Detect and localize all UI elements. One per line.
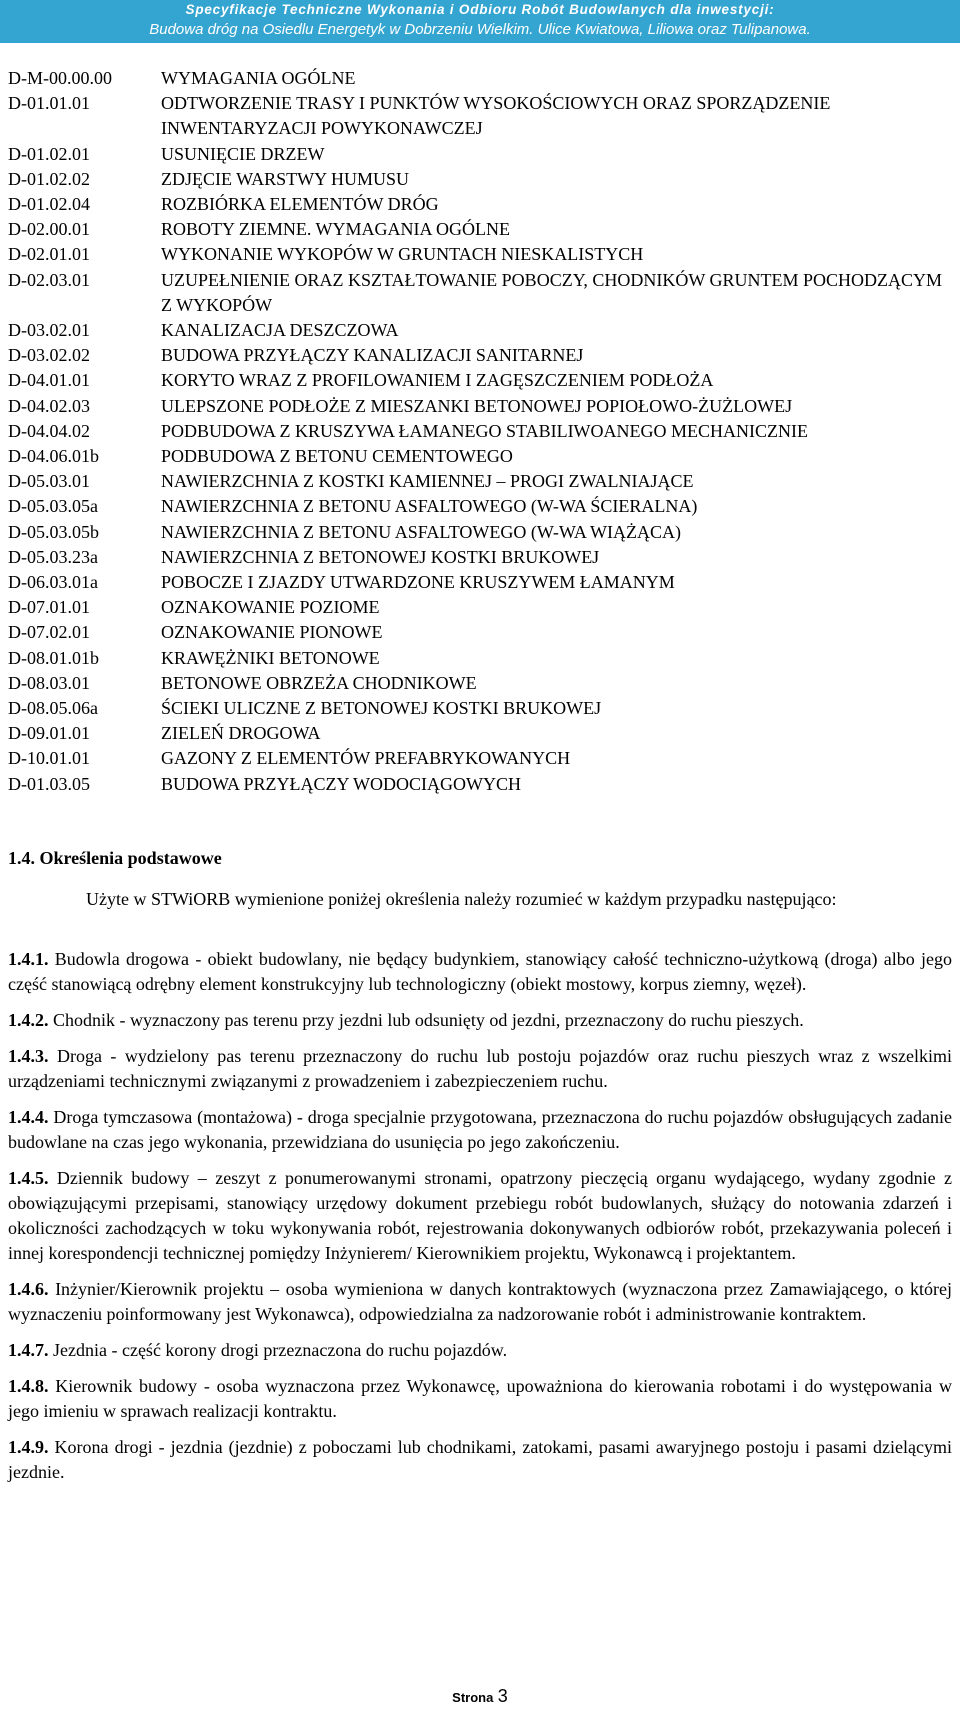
spec-code: D-07.02.01 (8, 622, 90, 643)
definition-text: Korona drogi - jezdnia (jezdnie) z poboczami lub chodnikami, zatokami, pasami awaryjnego postoju i pasami dzielącymi jezdnie. (8, 1437, 952, 1482)
spec-row (8, 595, 953, 620)
spec-code: D-10.01.01 (8, 748, 90, 769)
header-title: Specyfikacje Techniczne Wykonania i Odbioru Robót Budowlanych dla inwestycji: (185, 2, 775, 17)
spec-code: D-03.02.02 (8, 345, 90, 366)
spec-name: ROBOTY ZIEMNE. WYMAGANIA OGÓLNE (161, 219, 510, 240)
definition-paragraph (8, 1277, 952, 1327)
spec-code: D-09.01.01 (8, 723, 90, 744)
spec-row (8, 167, 953, 192)
page-number: 3 (497, 1686, 508, 1706)
definition-paragraph (8, 1374, 952, 1424)
spec-row (8, 142, 953, 167)
spec-name: BUDOWA PRZYŁĄCZY KANALIZACJI SANITARNEJ (161, 345, 584, 366)
header-subtitle: Budowa dróg na Osiedlu Energetyk w Dobrzeniu Wielkim. Ulice Kwiatowa, Liliowa oraz Tulipanowa. (149, 21, 811, 38)
definition-paragraph (8, 1435, 952, 1485)
spec-code: D-02.03.01 (8, 269, 90, 290)
definition-number: 1.4.2. (8, 1010, 49, 1030)
spec-row (8, 242, 953, 267)
spec-name: KANALIZACJA DESZCZOWA (161, 320, 399, 341)
spec-name: BETONOWE OBRZEŻA CHODNIKOWE (161, 672, 477, 693)
spec-name: BUDOWA PRZYŁĄCZY WODOCIĄGOWYCH (161, 773, 521, 794)
spec-name: PODBUDOWA Z BETONU CEMENTOWEGO (161, 446, 513, 467)
definition-number: 1.4.5. (8, 1168, 49, 1188)
spec-name: OZNAKOWANIE PIONOWE (161, 622, 383, 643)
definition-text: Kierownik budowy - osoba wyznaczona przez Wykonawcę, upoważniona do kierowania robotami i do występowania w jego imieniu w sprawach realizacji kontraktu. (8, 1376, 952, 1421)
definition-number: 1.4.6. (8, 1279, 49, 1299)
definition-text: Droga tymczasowa (montażowa) - droga specjalnie przygotowana, przeznaczona do ruchu pojazdów obsługujących zadanie budowlane na czas jego wykonania, przewidziana do usunięcia po jego zakończeniu. (8, 1107, 952, 1152)
spec-row (8, 570, 953, 595)
spec-row (8, 671, 953, 696)
spec-name: ODTWORZENIE TRASY I PUNKTÓW WYSOKOŚCIOWYCH ORAZ SPORZĄDZENIE INWENTARYZACJI POWYKONAWCZEJ (161, 93, 831, 139)
spec-name: ULEPSZONE PODŁOŻE Z MIESZANKI BETONOWEJ POPIOŁOWO-ŻUŻLOWEJ (161, 395, 793, 416)
spec-row (8, 520, 953, 545)
page-label: Strona (452, 1690, 494, 1705)
definition-text: Inżynier/Kierownik projektu – osoba wymieniona w danych kontraktowych (wyznaczona przez Zamawiającego, o której wyznaczeniu poinformowany jest Wykonawca), odpowiedzialna za nadzorowanie robót i administrowanie kontraktem. (8, 1279, 952, 1324)
definition-text: Dziennik budowy – zeszyt z ponumerowanymi stronami, opatrzony pieczęcią organu wydającego, wydany zgodnie z obowiązującymi przepisami, stanowiący urzędowy dokument przebiegu robót budowlanych, służący do notowania zdarzeń i okoliczności zachodzących w toku wykonywania robót, rejestrowania dokonywanych odbiorów robót, przekazywania poleceń i innej korespondencji technicznej pomiędzy Inżynierem/ Kierownikiem projektu, Wykonawcą i projektantem. (8, 1168, 952, 1263)
spec-row (8, 368, 953, 393)
definition-paragraph (8, 1338, 952, 1363)
definition-number: 1.4.7. (8, 1340, 49, 1360)
spec-code: D-01.01.01 (8, 93, 90, 114)
definition-number: 1.4.8. (8, 1376, 49, 1396)
spec-row (8, 469, 953, 494)
spec-code: D-05.03.23a (8, 546, 98, 567)
spec-row (8, 696, 953, 721)
spec-row (8, 444, 953, 469)
spec-row (8, 721, 953, 746)
definition-paragraph (8, 1166, 952, 1266)
spec-name: ROZBIÓRKA ELEMENTÓW DRÓG (161, 194, 439, 215)
spec-code: D-05.03.01 (8, 471, 90, 492)
definitions-list (8, 947, 952, 1496)
spec-code: D-02.00.01 (8, 219, 90, 240)
spec-code: D-03.02.01 (8, 320, 90, 341)
spec-name: ŚCIEKI ULICZNE Z BETONOWEJ KOSTKI BRUKOWEJ (161, 698, 602, 719)
spec-code: D-05.03.05a (8, 496, 98, 517)
spec-name: PODBUDOWA Z KRUSZYWA ŁAMANEGO STABILIWOANEGO MECHANICZNIE (161, 420, 809, 441)
spec-code: D-01.03.05 (8, 773, 90, 794)
spec-code: D-01.02.02 (8, 168, 90, 189)
spec-row (8, 620, 953, 645)
specification-list (8, 66, 953, 797)
spec-code: D-08.01.01b (8, 647, 99, 668)
spec-row (8, 419, 953, 444)
spec-row (8, 772, 953, 797)
spec-name: WYKONANIE WYKOPÓW W GRUNTACH NIESKALISTYCH (161, 244, 644, 265)
spec-code: D-04.01.01 (8, 370, 90, 391)
spec-row (8, 746, 953, 771)
spec-name: NAWIERZCHNIA Z BETONU ASFALTOWEGO (W-WA WIĄŻĄCA) (161, 521, 682, 542)
spec-row (8, 66, 953, 91)
spec-name: ZIELEŃ DROGOWA (161, 723, 321, 744)
definition-text: Droga - wydzielony pas terenu przeznaczony do ruchu lub postoju pojazdów oraz ruchu pieszych wraz z wszelkimi urządzeniami technicznymi związanymi z prowadzeniem i zabezpieczeniem ruchu. (8, 1046, 952, 1091)
spec-row (8, 343, 953, 368)
spec-code: D-04.04.02 (8, 420, 90, 441)
definition-paragraph (8, 1008, 952, 1033)
spec-name: NAWIERZCHNIA Z KOSTKI KAMIENNEJ – PROGI ZWALNIAJĄCE (161, 471, 694, 492)
spec-code: D-M-00.00.00 (8, 68, 112, 88)
definition-number: 1.4.4. (8, 1107, 49, 1127)
spec-row (8, 646, 953, 671)
definition-number: 1.4.3. (8, 1046, 49, 1066)
spec-name: USUNIĘCIE DRZEW (161, 143, 325, 164)
section-intro: Użyte w STWiORB wymienione poniżej określenia należy rozumieć w każdym przypadku następująco: (86, 889, 837, 909)
definition-text: Budowla drogowa - obiekt budowlany, nie będący budynkiem, stanowiący całość techniczno-użytkową (droga) albo jego część stanowiącą odrębny element konstrukcyjny lub technologiczny (obiekt mostowy, korpus ziemny, węzeł). (8, 949, 952, 994)
page-footer (0, 1686, 960, 1707)
spec-name: WYMAGANIA OGÓLNE (161, 68, 356, 88)
spec-code: D-04.06.01b (8, 446, 99, 467)
definition-paragraph (8, 1044, 952, 1094)
spec-name: GAZONY Z ELEMENTÓW PREFABRYKOWANYCH (161, 748, 571, 769)
spec-row (8, 318, 953, 343)
spec-code: D-07.01.01 (8, 597, 90, 618)
spec-code: D-01.02.01 (8, 143, 90, 164)
spec-row (8, 217, 953, 242)
spec-row (8, 545, 953, 570)
spec-row (8, 394, 953, 419)
spec-code: D-06.03.01a (8, 572, 98, 593)
spec-name: POBOCZE I ZJAZDY UTWARDZONE KRUSZYWEM ŁAMANYM (161, 572, 675, 593)
spec-code: D-08.03.01 (8, 672, 90, 693)
spec-code: D-01.02.04 (8, 194, 90, 215)
spec-row (8, 494, 953, 519)
spec-name: NAWIERZCHNIA Z BETONU ASFALTOWEGO (W-WA ŚCIERALNA) (161, 496, 698, 517)
spec-name: ZDJĘCIE WARSTWY HUMUSU (161, 168, 410, 189)
spec-name: KORYTO WRAZ Z PROFILOWANIEM I ZAGĘSZCZENIEM PODŁOŻA (161, 370, 714, 391)
spec-code: D-08.05.06a (8, 698, 98, 719)
spec-name: OZNAKOWANIE POZIOME (161, 597, 380, 618)
definition-number: 1.4.9. (8, 1437, 49, 1457)
definition-text: Jezdnia - część korony drogi przeznaczona do ruchu pojazdów. (48, 1340, 508, 1360)
spec-code: D-05.03.05b (8, 521, 99, 542)
definition-number: 1.4.1. (8, 949, 49, 969)
spec-name: KRAWĘŻNIKI BETONOWE (161, 647, 380, 668)
definition-paragraph (8, 1105, 952, 1155)
spec-name: UZUPEŁNIENIE ORAZ KSZTAŁTOWANIE POBOCZY, CHODNIKÓW GRUNTEM POCHODZĄCYM Z WYKOPÓW (161, 269, 943, 315)
document-header (0, 0, 960, 43)
spec-code: D-04.02.03 (8, 395, 90, 416)
spec-row (8, 91, 953, 141)
definition-paragraph (8, 947, 952, 997)
spec-name: NAWIERZCHNIA Z BETONOWEJ KOSTKI BRUKOWEJ (161, 546, 600, 567)
definition-text: Chodnik - wyznaczony pas terenu przy jezdni lub odsunięty od jezdni, przeznaczony do ruchu pieszych. (48, 1010, 804, 1030)
spec-row (8, 268, 953, 318)
spec-code: D-02.01.01 (8, 244, 90, 265)
spec-row (8, 192, 953, 217)
section-heading: 1.4. Określenia podstawowe (8, 848, 222, 868)
